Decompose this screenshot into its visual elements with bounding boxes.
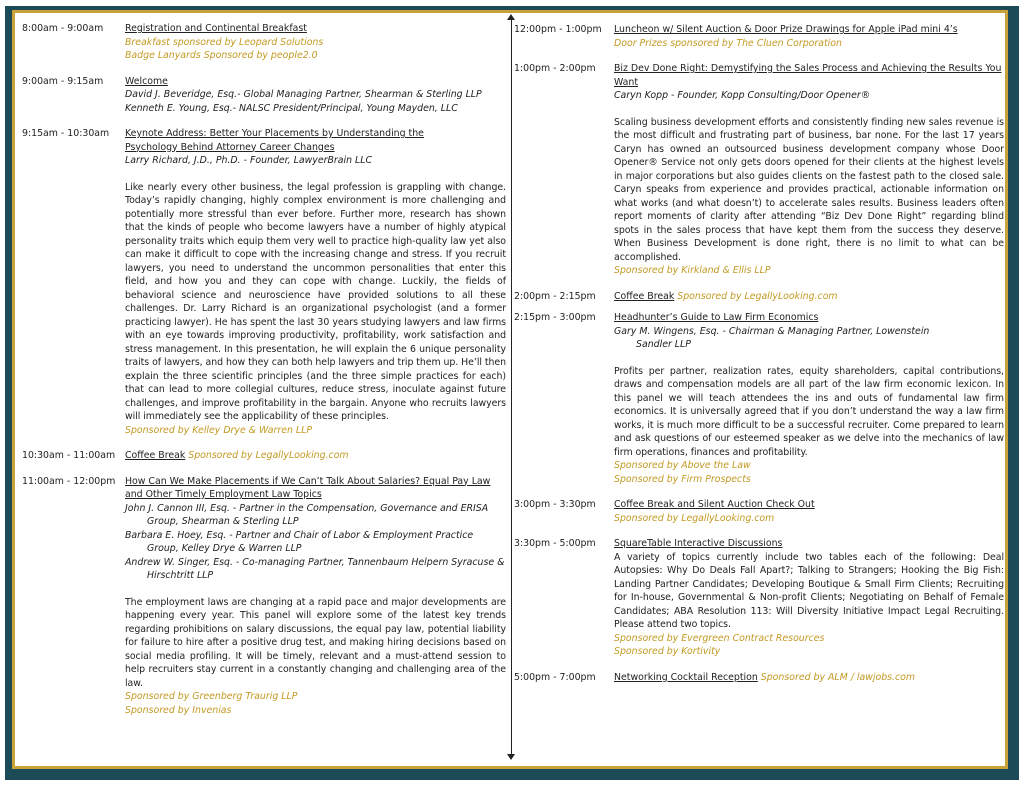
speaker-line: David J. Beveridge, Esq.- Global Managing Partner, Shearman & Sterling LLP	[125, 89, 482, 100]
session-time: 9:15am - 10:30am	[22, 128, 110, 139]
session-time: 3:30pm - 5:00pm	[514, 538, 596, 549]
session-content	[614, 498, 1004, 525]
session-title: Networking Cocktail Reception	[614, 671, 758, 683]
divider-arrow-up-icon	[507, 14, 515, 20]
session-title: Coffee Break and Silent Auction Check Out	[614, 499, 815, 510]
speaker-line: Andrew W. Singer, Esq. - Co-managing Partner, Tannenbaum Helpern Syracuse & Hirschtritt LLP	[125, 556, 505, 581]
session-title: Headhunter’s Guide to Law Firm Economics	[614, 312, 819, 323]
session-description: Scaling business development efforts and consistently finding new sales revenue is the most difficult and frustrating part of business, bar none. For the last 17 years Caryn has owned an outsourced business development company whose Door Opener® Service not only gets doors opened for their clients at the highest levels in major corporations but also guides clients on the fastest path to the closed sale. Caryn speaks from experience and provides practical, actionable information on what works (and what doesn’t) to accelerate sales results. Business leaders often report moments of clarity after attending “Biz Dev Done Right” regarding blind spots in the sales process that have kept them from the success they deserve. When Business Development is done right, there is no limit to what can be accomplished.	[614, 116, 1004, 263]
session	[514, 498, 1004, 525]
session	[514, 62, 1004, 278]
session-content	[614, 290, 1004, 304]
session-content	[614, 311, 1004, 486]
session-time: 12:00pm - 1:00pm	[514, 24, 602, 35]
session	[514, 23, 1004, 50]
session-title: Coffee Break	[614, 290, 675, 302]
session-title: Keynote Address: Better Your Placements by Understanding the Psychology Behind Attorney Career Changes	[125, 128, 424, 153]
session-time: 1:00pm - 2:00pm	[514, 63, 596, 74]
sponsor-line: Door Prizes sponsored by The Cluen Corporation	[614, 37, 842, 49]
session-time: 5:00pm - 7:00pm	[514, 671, 596, 683]
sponsor-line: Sponsored by Greenberg Traurig LLP	[125, 691, 298, 702]
session-description: Like nearly every other business, the legal profession is grappling with change. Today’s rapidly changing, highly complex environment is more challenging and potentially more stressful than ever before. Further more, research has shown that the kinds of people who become lawyers have a number of highly atypical personality traits which equip them very well to practice high-quality law yet also can make it difficult to cope with the increasing change and stress. If you recruit lawyers, you need to understand the uncommon personalities that enter this field, and how you and they can cope with change. Luckily, the fields of behavioral science and neuroscience have provided solutions to all these challenges. Dr. Larry Richard is an organizational psychologist (and a former practicing lawyer). He has spent the last 30 years studying lawyers and law firms with an eye towards improving productivity, profitability, work satisfaction and stress management. In this presentation, he will explain the 6 unique personality traits of lawyers, and how they can both help lawyers and trip them up. He’ll then explain the three scientific principles (and the three simple practices for each) that can lead to more collegial cultures, reduce stress, inoculate against future challenges, and improve profitability in the bargain. Anyone who recruits lawyers will immediately see the applicability of these principles.	[125, 181, 506, 422]
session	[514, 311, 1004, 486]
divider-arrow-down-icon	[507, 754, 515, 760]
session	[22, 475, 506, 718]
session	[22, 22, 506, 63]
session-description: The employment laws are changing at a rapid pace and major developments are happening every year. This panel will explore some of the latest key trends regarding prohibitions on salary discussions, the equal pay law, potential liability for failure to hire after a positive drug test, and making hiring decisions based on social media profiling. It will be timely, relevant and a must-attend session to help recruiters stay current in a constantly changing and challenging area of the law.	[125, 596, 506, 689]
session-time: 2:00pm - 2:15pm	[514, 290, 596, 302]
sponsor-line: Sponsored by LegallyLooking.com	[614, 512, 775, 524]
session-time: 11:00am - 12:00pm	[22, 475, 116, 487]
session-description: Profits per partner, realization rates, equity shareholders, capital contributions, draws and compensation models are all part of the law firm economic lexicon. In this panel we will teach attendees the ins and outs of fundamental law firm economics. It is universally agreed that if you don’t understand the way a law firm works, it is much more difficult to be a successful recruiter. Come prepared to learn and ask questions of our esteemed speaker as we delve into the mechanics of law firm operations, finances and profitability.	[614, 365, 1004, 458]
sponsor-line: Sponsored by Evergreen Contract Resources	[614, 632, 825, 644]
session-content	[614, 62, 1004, 278]
session-description: A variety of topics currently include two tables each of the following: Deal Autopsies: Why Do Deals Fall Apart?; Talking to Strangers; Hooking the Big Fish: Landing Partner Candidates; Developing Boutique & Small Firm Clients; Recruiting for In-house, Governmental & Non-profit Clients; Negotiating on Behalf of Female Candidates; ABA Resolution 113: Will Diversity Initiative Impact Legal Recruiting. Please attend two topics.	[614, 551, 1004, 630]
session-time: 2:15pm - 3:00pm	[514, 312, 596, 323]
session-content	[125, 475, 506, 718]
sponsor-line: Badge Lanyards Sponsored by people2.0	[125, 50, 318, 61]
sponsor-line: Sponsored by Kirkland & Ellis LLP	[614, 265, 771, 276]
right-column	[514, 23, 1004, 684]
session-title: SquareTable Interactive Discussions	[614, 538, 783, 549]
session-time: 8:00am - 9:00am	[22, 23, 104, 34]
session-title: Welcome	[125, 75, 168, 87]
session-title: How Can We Make Placements if We Can’t Talk About Salaries? Equal Pay Law and Other Timely Employment Law Topics	[125, 475, 491, 500]
sponsor-line: Sponsored by Invenias	[125, 704, 232, 716]
session-content	[614, 23, 1004, 50]
session-content	[125, 449, 506, 463]
sponsor-line: Sponsored by Kelley Drye & Warren LLP	[125, 424, 312, 436]
speaker-line: Kenneth E. Young, Esq.- NALSC President/Principal, Young Mayden, LLC	[125, 102, 458, 114]
session-content	[614, 671, 1004, 685]
left-column	[22, 22, 506, 717]
sponsor-line: Sponsored by Firm Prospects	[614, 473, 751, 485]
session-title: Luncheon w/ Silent Auction & Door Prize Drawings for Apple iPad mini 4’s	[614, 24, 958, 35]
session-time: 10:30am - 11:00am	[22, 450, 116, 461]
session-content	[125, 75, 506, 116]
session-details	[22, 168, 506, 438]
session-time: 9:00am - 9:15am	[22, 75, 104, 87]
sponsor-line: Sponsored by Kortivity	[614, 646, 721, 657]
inline-sponsor: Sponsored by LegallyLooking.com	[677, 290, 838, 302]
speaker-line: Larry Richard, J.D., Ph.D. - Founder, LawyerBrain LLC	[125, 155, 372, 166]
speaker-line: Caryn Kopp - Founder, Kopp Consulting/Door Opener®	[614, 90, 871, 101]
speaker-line: Gary M. Wingens, Esq. - Chairman & Managing Partner, Lowenstein Sandler LLP	[614, 325, 930, 350]
session-content	[614, 537, 1004, 659]
column-divider	[511, 18, 512, 756]
session-content	[22, 168, 506, 438]
session	[514, 290, 1004, 304]
session-title: Registration and Continental Breakfast	[125, 23, 307, 34]
session	[514, 537, 1004, 659]
session-title: Coffee Break	[125, 450, 186, 461]
session	[514, 671, 1004, 685]
session	[22, 127, 506, 168]
session-time: 3:00pm - 3:30pm	[514, 499, 596, 510]
speaker-line: Barbara E. Hoey, Esq. - Partner and Chair of Labor & Employment Practice Group, Kelley Drye & Warren LLP	[125, 529, 474, 554]
inline-sponsor: Sponsored by ALM / lawjobs.com	[760, 671, 916, 683]
session-content	[125, 127, 506, 168]
speaker-line: John J. Cannon III, Esq. - Partner in the Compensation, Governance and ERISA Group, Shearman & Sterling LLP	[125, 502, 489, 527]
sponsor-line: Sponsored by Above the Law	[614, 460, 751, 471]
session-title: Biz Dev Done Right: Demystifying the Sales Process and Achieving the Results You Want	[614, 63, 1002, 88]
session	[22, 449, 506, 463]
sponsor-line: Breakfast sponsored by Leopard Solutions	[125, 36, 324, 48]
inline-sponsor: Sponsored by LegallyLooking.com	[188, 450, 349, 461]
session-content	[125, 22, 506, 63]
session	[22, 75, 506, 116]
